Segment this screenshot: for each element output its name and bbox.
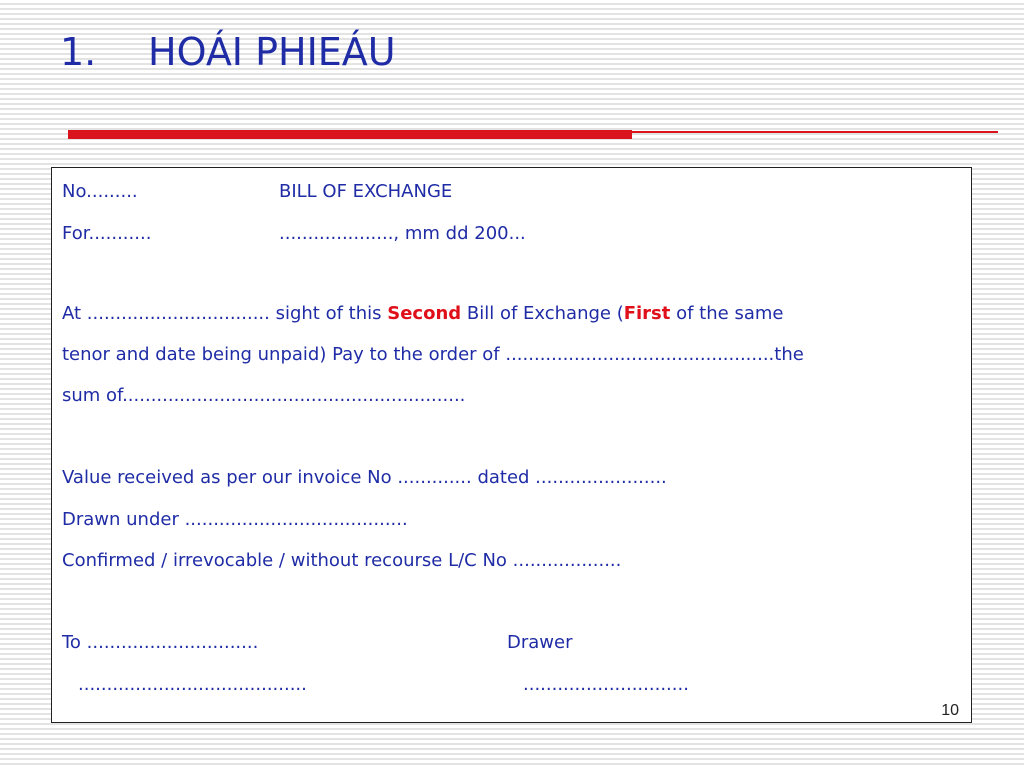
drawer-label: Drawer — [507, 632, 573, 653]
sight-clause-line-2: tenor and date being unpaid) Pay to the order of ...............................................the — [62, 344, 804, 365]
first-keyword: First — [623, 303, 671, 324]
value-received-line: Value received as per our invoice No ............. dated ....................... — [62, 467, 667, 488]
sight-clause-a: At ................................ sight of this — [62, 303, 388, 324]
page-number: 10 — [941, 702, 959, 719]
slide-title-number: 1. — [60, 30, 97, 74]
slide-title — [60, 28, 396, 76]
amount-for-field: For........... — [62, 223, 152, 244]
sight-clause-c: of the same — [670, 303, 784, 324]
sum-of-line: sum of............................................................ — [62, 385, 466, 406]
to-signature-dots: ........................................ — [78, 674, 307, 695]
sight-clause-line-1 — [62, 300, 783, 328]
sight-clause-b: Bill of Exchange ( — [461, 303, 624, 324]
form-header: BILL OF EXCHANGE — [279, 181, 453, 202]
to-field: To .............................. — [62, 632, 259, 653]
bill-number-field: No......... — [62, 181, 138, 202]
slide-title-text: HOÁI PHIEÁU — [148, 30, 396, 74]
title-underline-thick — [68, 130, 632, 139]
confirmed-lc-line: Confirmed / irrevocable / without recourse L/C No ................... — [62, 550, 622, 571]
drawer-signature-dots: ............................. — [523, 674, 689, 695]
title-underline-thin — [632, 131, 998, 133]
date-field: ...................., mm dd 200... — [279, 223, 526, 244]
second-keyword: Second — [387, 303, 462, 324]
bill-of-exchange-form — [51, 167, 972, 723]
drawn-under-line: Drawn under ....................................... — [62, 509, 408, 530]
